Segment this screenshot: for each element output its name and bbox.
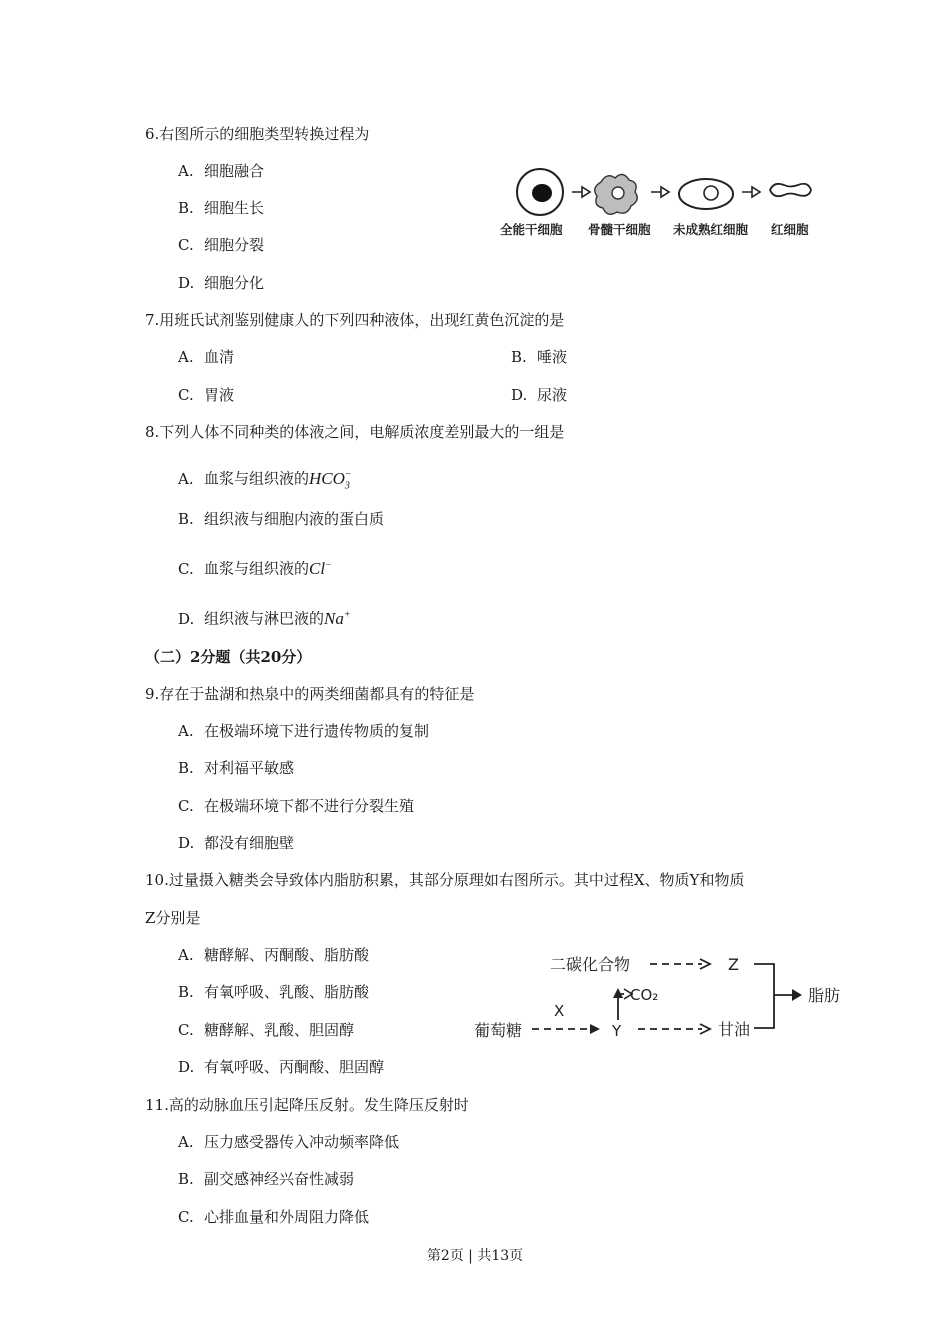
red-blood-cell-icon — [770, 184, 811, 196]
option-text: 血清 — [204, 348, 235, 366]
figure6-label-red-cell: 红细胞 — [771, 222, 809, 237]
option-text: 对利福平敏感 — [204, 759, 295, 777]
label-two-carbon: 二碳化合物 — [550, 955, 631, 974]
arrow-icon — [742, 187, 760, 197]
option-label: A. — [178, 348, 194, 366]
option-text: 在极端环境下都不进行分裂生殖 — [204, 797, 415, 815]
option-label: B. — [178, 983, 194, 1001]
option-label: C. — [178, 559, 194, 578]
option-10b — [178, 982, 369, 1002]
option-11b — [178, 1169, 354, 1189]
arrow-icon — [572, 187, 590, 197]
option-text: 胃液 — [204, 386, 235, 404]
option-9d — [178, 833, 294, 853]
question-6-stem: 6.右图所示的细胞类型转换过程为 — [145, 125, 370, 143]
formula-na: Na+ — [324, 608, 351, 628]
option-text: 血浆与组织液的 — [204, 559, 310, 578]
option-label: C. — [178, 797, 194, 815]
section-2-title: （二）2分题（共20分） — [145, 648, 312, 666]
option-text: 尿液 — [537, 386, 568, 404]
question-8-stem: 8.下列人体不同种类的体液之间，电解质浓度差别最大的一组是 — [145, 423, 565, 441]
option-11a — [178, 1132, 399, 1152]
option-label: B. — [511, 348, 527, 366]
option-text: 有氧呼吸、乳酸、脂肪酸 — [204, 983, 370, 1001]
option-7c — [178, 385, 234, 405]
option-7a — [178, 347, 234, 367]
figure6-label-totipotent: 全能干细胞 — [500, 222, 563, 237]
label-fat: 脂肪 — [808, 986, 841, 1005]
option-9a — [178, 721, 429, 741]
option-text: 糖酵解、乳酸、胆固醇 — [204, 1021, 355, 1039]
option-label: A. — [178, 469, 194, 488]
option-text: 心排血量和外周阻力降低 — [204, 1208, 370, 1226]
label-co2: CO₂ — [630, 986, 659, 1004]
option-6c — [178, 235, 264, 255]
option-8b — [178, 509, 384, 529]
option-label: C. — [178, 1208, 194, 1226]
option-text: 血浆与组织液的 — [204, 469, 310, 488]
bracket — [754, 964, 774, 1028]
question-7-stem: 7.用班氏试剂鉴别健康人的下列四种液体，出现红黄色沉淀的是 — [145, 311, 565, 329]
option-11c — [178, 1207, 369, 1227]
question-10-stem-cont: Z分别是 — [145, 909, 201, 927]
arrow-icon — [651, 187, 669, 197]
label-glycerol: 甘油 — [718, 1020, 751, 1039]
option-label: D. — [511, 386, 528, 404]
fat-synthesis-diagram — [470, 944, 870, 1044]
cell-differentiation-figure — [498, 168, 823, 246]
question-11-stem: 11.高的动脉血压引起降压反射。发生降压反射时 — [145, 1096, 469, 1114]
formula-hco3: $HCO_3^-$ — [309, 468, 352, 492]
option-10a — [178, 945, 369, 965]
option-label: A. — [178, 946, 194, 964]
option-label: D. — [178, 609, 195, 628]
label-z: Z — [728, 955, 739, 974]
option-label: A. — [178, 1133, 194, 1151]
option-9c — [178, 796, 414, 816]
option-label: B. — [178, 199, 194, 217]
question-10-stem: 10.过量摄入糖类会导致体内脂肪积累，其部分原理如右图所示。其中过程X、物质Y和物质 — [145, 871, 745, 889]
option-9b — [178, 758, 294, 778]
option-label: D. — [178, 1058, 195, 1076]
figure6-label-bone-marrow: 骨髓干细胞 — [588, 222, 651, 237]
option-label: C. — [178, 1021, 194, 1039]
option-8c — [178, 555, 332, 579]
option-text: 细胞分化 — [204, 274, 265, 292]
option-6b — [178, 198, 264, 218]
option-label: B. — [178, 510, 194, 528]
page-footer: 第2页 | 共13页 — [426, 1248, 524, 1264]
figure6-label-immature: 未成熟红细胞 — [673, 222, 749, 237]
label-glucose: 葡萄糖 — [474, 1021, 523, 1040]
option-label: B. — [178, 1170, 194, 1188]
option-text: 细胞分裂 — [204, 236, 265, 254]
option-10c — [178, 1020, 354, 1040]
option-label: D. — [178, 274, 195, 292]
option-text: 组织液与淋巴液的 — [204, 609, 325, 628]
option-10d — [178, 1057, 384, 1077]
option-text: 组织液与细胞内液的蛋白质 — [204, 510, 385, 528]
option-text: 糖酵解、丙酮酸、脂肪酸 — [204, 946, 370, 964]
option-label: A. — [178, 162, 194, 180]
option-text: 压力感受器传入冲动频率降低 — [204, 1133, 400, 1151]
option-text: 副交感神经兴奋性减弱 — [204, 1170, 355, 1188]
option-text: 唾液 — [537, 348, 568, 366]
option-8a — [178, 465, 352, 496]
label-y: Y — [612, 1022, 622, 1040]
option-8d — [178, 605, 351, 629]
option-label: A. — [178, 722, 194, 740]
option-7b — [511, 347, 567, 367]
label-x: X — [554, 1002, 565, 1020]
option-text: 细胞生长 — [204, 199, 265, 217]
option-label: B. — [178, 759, 194, 777]
option-label: C. — [178, 386, 194, 404]
option-label: D. — [178, 834, 195, 852]
option-text: 细胞融合 — [204, 162, 265, 180]
option-7d — [511, 385, 567, 405]
question-9-stem: 9.存在于盐湖和热泉中的两类细菌都具有的特征是 — [145, 685, 475, 703]
option-label: C. — [178, 236, 194, 254]
option-6d — [178, 273, 264, 293]
option-text: 在极端环境下进行遗传物质的复制 — [204, 722, 430, 740]
option-6a — [178, 161, 264, 181]
option-text: 都没有细胞壁 — [204, 834, 295, 852]
formula-cl: Cl− — [309, 558, 332, 578]
option-text: 有氧呼吸、丙酮酸、胆固醇 — [204, 1058, 385, 1076]
